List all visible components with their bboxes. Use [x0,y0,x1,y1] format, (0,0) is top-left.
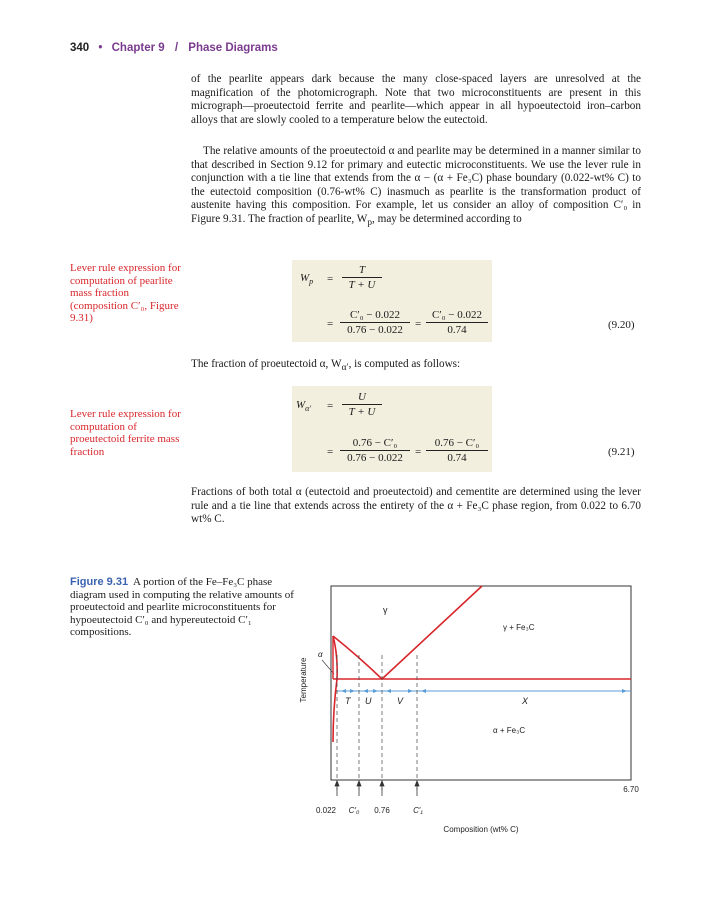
eq2-fraction-2: $\frac{\text{0.76 − C′₀}}{0.76 - 0.022}$ [340,437,410,465]
alpha-region-label: α [318,650,323,659]
eq1-fraction-3: $\frac{\text{C′₀ − 0.022}}{0.74}$ [426,309,488,337]
running-header [70,42,278,54]
gamma-fe3c-region-label: γ + Fe₃C [503,623,535,632]
eq1-equals-2: = [327,318,334,330]
eq1-equals: = [327,273,334,285]
eq1-equals-3: = [415,318,422,330]
alpha-solvus [333,679,337,742]
header-bullet: • [98,42,103,54]
alpha-pointer [322,660,334,674]
plot-frame [331,586,631,780]
gamma-region-label: γ [383,605,388,615]
figure-caption-text: A portion of the Fe–Fe₃C phase diagram used in computing the relative amounts of proeutectoid and pearlite microconstituents for hypoeutectoid C′₀ and hypereutectoid C′₁ compositions. [70,576,294,639]
paragraph-2 [191,145,641,231]
eq1-lhs: $W_p$ [300,272,314,287]
phase-diagram [298,560,648,845]
tick-670: 6.70 [623,785,639,794]
equation-number-9-21: (9.21) [608,446,635,458]
section-title: Phase Diagrams [188,42,278,54]
segment-V-label: V [397,696,404,706]
paragraph-3: Fractions of both total α (eutectoid and proeutectoid) and cementite are determined using the lever rule and a tie line that extends across the entirety of the α + Fe₃C phase region, from 0.022 to 6.70 wt% C. [191,486,641,526]
paragraph-2-sub: p [367,218,373,229]
eq2-equals: = [327,400,334,412]
equation-9-21-box [292,386,492,472]
segment-T-label: T [345,696,351,706]
header-slash: / [174,42,179,54]
tick-0022: 0.022 [315,806,337,815]
tick-c0: C′₀ [348,806,360,815]
page-number: 340 [70,42,90,54]
tick-c1: C′₁ [413,806,423,815]
segment-X-label: X [522,696,529,706]
between-text: The fraction of proeutectoid α, $W_{\alpha'}$, is computed as follows: [191,358,461,374]
paragraph-1: of the pearlite appears dark because the many close-spaced layers are unresolved at the magnification of the photomicrograph. Note that two microconstituents are present in this micrograph—proeutectoid ferrite and pearlite—which appear in all hypoeutectoid iron–carbon alloys that are slowly cooled to a temperature below the eutectoid. [191,73,641,126]
margin-note-pearlite: Lever rule expression for computation of pearlite mass fraction (composition C′₀, Figure 9.31) [70,262,181,325]
eq2-lhs: $W_{\alpha'}$ [296,399,312,414]
y-axis-label: Temperature [299,657,308,703]
eq2-equals-2: = [327,446,334,458]
chapter-label: Chapter 9 [111,42,165,54]
eq2-fraction-3: $\frac{\text{0.76 − C′₀}}{0.74}$ [426,437,488,465]
acm-boundary [382,586,482,679]
eq1-fraction-1: $\frac{T}{T + U}$ [342,264,382,292]
a3-boundary [333,636,382,679]
tick-076: 0.76 [374,806,390,815]
x-axis-label: Composition (wt% C) [443,825,519,834]
margin-note-proeutectoid: Lever rule expression for computation of proeutectoid ferrite mass fraction [70,408,181,458]
alpha-fe3c-region-label: α + Fe₃C [493,726,526,735]
paragraph-2-text: The relative amounts of the proeutectoid α and pearlite may be determined in a manner similar to that described in Section 9.12 for primary and eutectic microconstituents. We use the lever rule in conjunction with a tie line that extends from the α − (α + Fe₃C) phase boundary (0.022-wt% C) to the eutectoid composition (0.76-wt% C) inasmuch as pearlite is the transformation product of austenite having this composition. For example, let us consider an alloy of composition C′₀ in Figure 9.31. The fraction of pearlite, W [191,145,641,225]
segment-U-label: U [365,696,372,706]
paragraph-2-tail: , may be determined according to [372,212,522,225]
figure-label: Figure 9.31 [70,576,129,588]
eq1-fraction-2: $\frac{\text{C′₀ − 0.022}}{0.76 - 0.022}$ [340,309,410,337]
tick-arrows [335,781,419,796]
equation-number-9-20: (9.20) [608,319,635,331]
equation-9-20-box [292,260,492,342]
eq2-equals-3: = [415,446,422,458]
eq2-fraction-1: $\frac{U}{T + U}$ [342,391,382,419]
figure-caption [70,576,300,639]
